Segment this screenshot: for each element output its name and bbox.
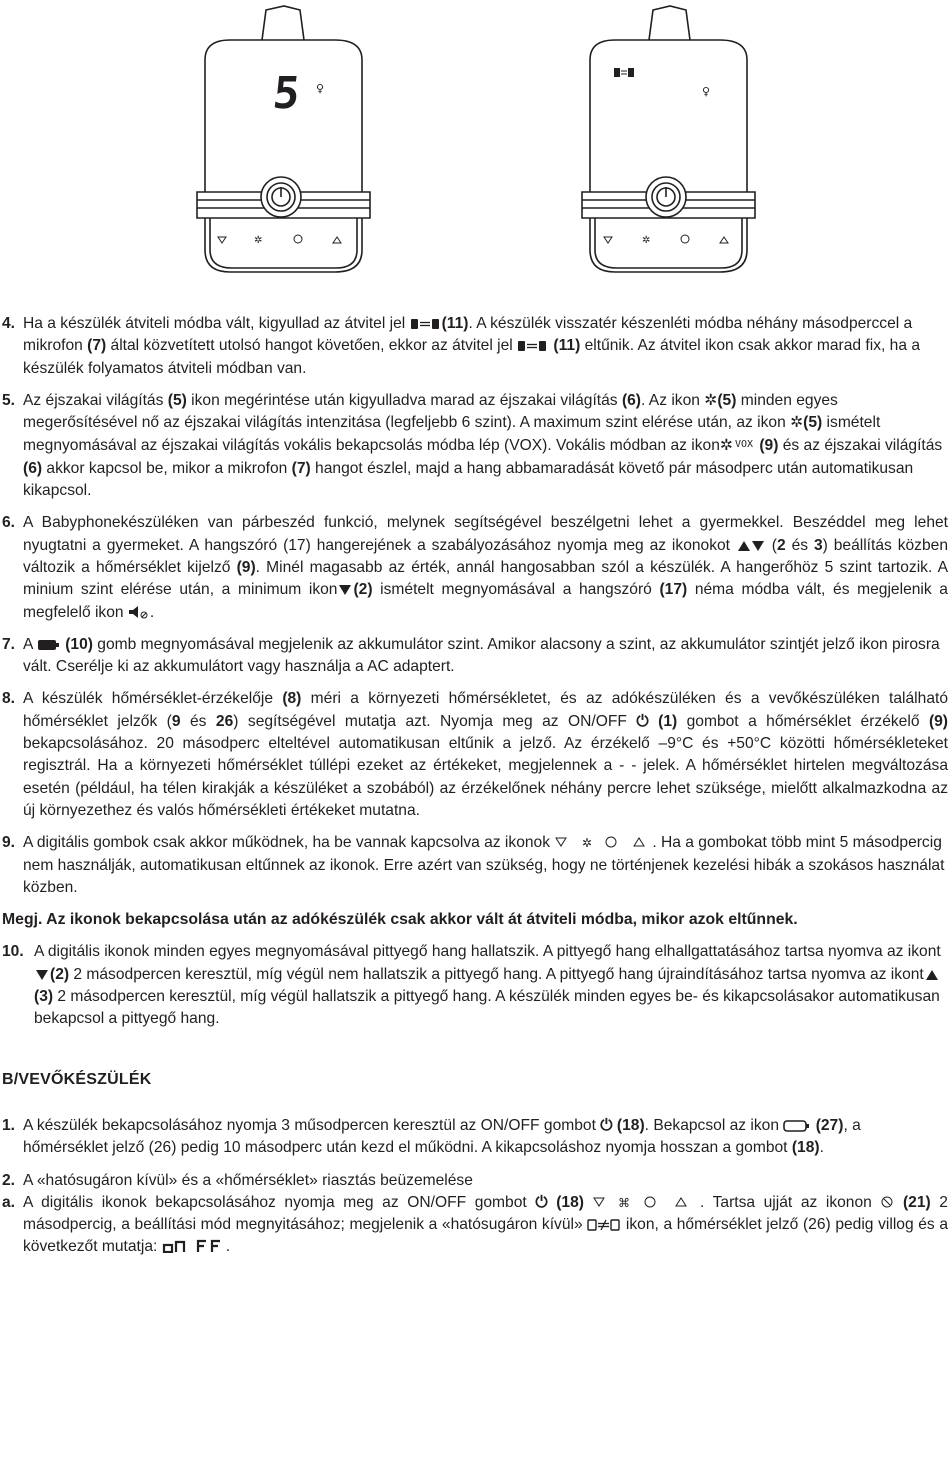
alarm-settings-icon bbox=[880, 1195, 894, 1209]
b-item-a: a. A digitális ikonok bekapcsolásához nyomja meg az ON/OFF gombot ⏻ (18) ⌘ . Tartsa ujját az ikonon (21) 2 másodpercig, a beállítási mód megnyitásához; megjelenik a «hatósugáron kívül» ikon, a hőmérséklet jelző (26) pedig villog és a következőt mutatja: . bbox=[2, 1193, 949, 1256]
svg-text:✲: ✲ bbox=[582, 836, 593, 850]
item-9: 9. A digitális gombok csak akkor működnek, ha be vannak kapcsolva az ikonok ✲ . Ha a gombokat több mint 5 másodpercig nem használják, automatikusan eltűnnek az ikonok. Erre azért van szükség, hogy ne történjenek kezelési hibák a szokásos használat közben. bbox=[2, 834, 945, 896]
item-number: 1. bbox=[2, 1116, 16, 1134]
svg-text:♀: ♀ bbox=[316, 82, 325, 95]
svg-text:⌘: ⌘ bbox=[617, 1195, 630, 1209]
svg-text:♀: ♀ bbox=[702, 85, 711, 98]
battery-outline-icon bbox=[783, 1120, 811, 1132]
receiver-device bbox=[582, 6, 755, 272]
manual-text bbox=[0, 313, 948, 1269]
item-number: 5. bbox=[2, 391, 16, 409]
b-item-2: 2. A «hatósugáron kívül» és a «hőmérséklet» riasztás beüzemelése bbox=[0, 1170, 948, 1192]
item-number: 10. bbox=[2, 943, 24, 961]
mute-speaker-icon bbox=[128, 605, 150, 619]
item-6: 6. A Babyphonekészüléken van párbeszéd funkció, melynek segítségével beszélgetni lehet a gyermekkel. Beszéddel meg lehet nyugtatni a gyermeket. A hangszóró (17) hangerejének a szabályozásához nyomja meg az ikonokot (2 és 3) beállítás közben változik a hőmérséklet kijelző (9). Minél magasabb az érték, annál hangosabban szól a készülék. A hangerőhöz 5 szint tartozik. A minium szint elérése után, a minimum ikon (2) ismételt megnyomásával a hangszóró (17) néma módba vált, és megjelenik a megfelelő ikon . bbox=[2, 514, 948, 621]
power-icon: ⏻ bbox=[636, 712, 649, 730]
svg-text:✲: ✲ bbox=[642, 235, 651, 246]
night-light-icon: ✲ bbox=[704, 391, 718, 409]
item-4: 4. Ha a készülék átviteli módba vált, kigyullad az átvitel jel (11). A készülék visszatér készenléti módba néhány másodperccel a mikrofon (7) által közvetített utolsó hangot követően, ekkor az átvitel jel (11) eltűnik. Az átvitel ikon csak akkor marad fix, ha a készülék folyamatos átviteli módban van. bbox=[2, 315, 921, 377]
night-light-icon: ✲ bbox=[719, 437, 733, 455]
item-7: 7. A (10) gomb megnyomásával megjelenik az akkumulátor szint. Amikor alacsony a szint, az akkumulátor szintjét jelző ikon pirosra vált. Cserélje ki az akkumulátort vagy használja a AC adaptert. bbox=[2, 635, 940, 676]
up-down-triangles-icon bbox=[736, 540, 766, 552]
item-number: 6. bbox=[2, 514, 16, 532]
transmission-icon bbox=[410, 318, 442, 330]
triangle-down-filled-icon bbox=[34, 969, 50, 981]
item-10: 10. A digitális ikonok minden egyes megnyomásával pittyegő hang hallatszik. A pittyegő hang elhallgattatásához tartsa nyomva az ikont (2) 2 másodpercen keresztül, míg végül nem hallatszik a pittyegő hang. A pittyegő hang újraindításához tartsa nyomva az ikont (3) 2 másodpercen keresztül, míg végül hallatszik a pittyegő hang. A készülék minden egyes be- és kikapcsolásakor automatikusan bekapcsol a pittyegő hang. bbox=[2, 943, 941, 1028]
item-number: 7. bbox=[2, 635, 16, 653]
item-number: a. bbox=[2, 1193, 16, 1211]
power-icon: ⏻ bbox=[535, 1193, 548, 1211]
b-item-1: 1. A készülék bekapcsolásához nyomja 3 műsodpercen keresztül az ON/OFF gombot ⏻ (18). Bekapcsol az ikon (27), a hőmérséklet jelző (26) pedig 10 másodperc után kezd el működni. A kikapcsoláshoz nyomja hosszan a gombot (18). bbox=[2, 1116, 861, 1157]
out-of-range-icon bbox=[587, 1219, 621, 1231]
devices-figure bbox=[0, 0, 950, 290]
transmission-icon bbox=[517, 340, 549, 352]
section-heading: B/VEVŐKÉSZÜLÉK bbox=[2, 1070, 152, 1088]
night-light-icon: ✲ bbox=[790, 414, 804, 432]
item-5: 5. Az éjszakai világítás (5) ikon megérintése után kigyulladva marad az éjszakai világítás (6). Az ikon ✲(5) minden egyes megerősítésével nő az éjszakai világítás intenzitása (legfeljebb 6 szint). A maximum szint elérése után, az ikon ✲(5) ismételt megnyomásával az éjszakai világítás vokális bekapcsolás módba lép (VOX). Vokális módban az ikon✲ VOX (9) és az éjszakai világítás (6) akkor kapcsol be, mikor a mikrofon (7) hangot észlel, majd a hang abbamaradását követő pár másodperc után automatikusan kikapcsol. bbox=[2, 391, 943, 500]
power-icon: ⏻ bbox=[600, 1116, 613, 1134]
segment-display-off-icon bbox=[162, 1239, 226, 1253]
left-display-digit: 5 bbox=[270, 68, 303, 119]
svg-text:✲: ✲ bbox=[254, 235, 263, 246]
vox-label: VOX bbox=[734, 439, 754, 451]
triangle-up-filled-icon bbox=[924, 969, 940, 981]
note: Megj. Az ikonok bekapcsolása után az adókészülék csak akkor vált át átviteli módba, mikor azok eltűnnek. bbox=[2, 911, 798, 929]
item-number: 4. bbox=[2, 315, 16, 332]
item-8: 8. A készülék hőmérséklet-érzékelője (8) méri a környezeti hőmérsékletet, és az adókészüléken és a vevőkészüléken található hőmérséklet jelzők (9 és 26) segítségével mutatja azt. Nyomja meg az ON/OFF ⏻ (1) gombot a hőmérséklet érzékelő (9) bekapcsolásához. 20 másodperc elteltével automatikusan eltűnik a jelző. Az érzékelő –9°C és +50°C közötti hőmérsékleteket regisztrál. Ha a környezeti hőmérséklet túllépi ezeket az értékeket, megjelennek a - - jelek. A hőmérséklet hirtelen megváltozása esetén (például, ha télen kirakják a készüléket a szobából) az érzékelőnek néhány percre lehet szüksége, mielőtt alkalmazkodna az új környezethez és valós hőmérsékleti értékeket mutatna. bbox=[2, 690, 948, 819]
transmitter-device bbox=[197, 6, 370, 272]
item-number: 2. bbox=[2, 1171, 16, 1189]
digital-buttons-icons bbox=[554, 835, 652, 849]
item-number: 8. bbox=[2, 690, 16, 708]
item-number: 9. bbox=[2, 834, 16, 852]
receiver-buttons-icons bbox=[584, 1195, 700, 1209]
triangle-down-filled-icon bbox=[337, 584, 353, 596]
battery-icon bbox=[37, 639, 61, 651]
